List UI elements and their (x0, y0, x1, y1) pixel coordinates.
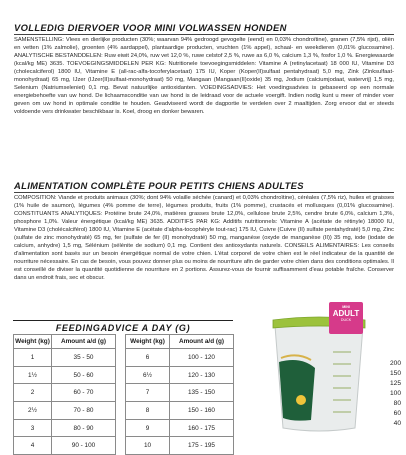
amount-cell: 100 - 120 (170, 349, 234, 367)
scale-mark: 100 (389, 390, 401, 397)
measuring-cup-image (243, 302, 403, 436)
scale-mark: 40 (393, 420, 401, 427)
weight-cell: 1½ (14, 366, 52, 384)
column-gap (116, 366, 126, 384)
feeding-table-title: FEEDINGADVICE A DAY (G) (13, 320, 233, 334)
weight-cell: 3 (14, 419, 52, 437)
column-gap (116, 349, 126, 367)
weight-cell: 8 (126, 402, 170, 420)
tag-line-3: DUCK (340, 318, 352, 322)
dutch-body: SAMENSTELLING: Vlees en dierlijke producten (30%; waarvan 94% gedroogd gevogelte (eend) en 0,03% chondroïtine), granen (7,5% rijst), oliën en vetten (1% zalmolie), groenten (4% aardappel), plantaardige producten, vruchten (1% appel), schaal- en weekdieren (0,01% glucosamine). ANALYTISCHE BESTANDDELEN: Ruw eiwit 24,0%, ruw vet 12,0 %, ruwe celstof 2,5 %, ruwe as 6,0 %, calcium 1,3 %, fosfor 1,0 %. Energiewaarde (kcal/kg ME) 3635. TOEVOEGINGSMIDDELEN PER KG: Nutritionele toevoegingsmiddelen: Vitamine A (retinylacetaat) 18 000 IU, Vitamine D3 (cholecalciferol) 1800 IU, Vitamine E (all-rac-alfa-tocoferylacetaat) 175 IU, Koper (Koper(II)sulfaat pentahydraat) 5,0 mg, Zink (Zinksulfaat-monohydraat) 65 mg, IJzer (IJzer(II)sulfaat-monohydraat) 50 mg, Mangaan (Mangaan(II)oxide) 35 mg, Jodium (calciumjodaat, watervrij) 1,5 mg, Selenium (Natriumseleniet) 0,1 mg. Bevat natuurlijke antioxidanten. VOEDINGSADVIES: Het voedingsadvies is gebaseerd op een normale energiebehoefte van uw hond. De lichaamsconditie van uw hond is de leidraad voor de actuele voergift. Indien nodig kunt u meer of minder voer geven om uw hond in optimale conditie te houden. Geadviseerd wordt de dagportie te verdelen over 2 maaltijden. Zorg ervoor dat er steeds voldoende vers drinkwater beschikbaar is. Koel, droog en donker bewaren. (14, 37, 394, 116)
scale-mark: 200 (389, 360, 401, 367)
weight-cell: 10 (126, 437, 170, 455)
tag-line-2: ADULT (332, 309, 360, 318)
header-weight-right: Weight (kg) (126, 335, 170, 349)
amount-cell: 80 - 90 (52, 419, 116, 437)
amount-cell: 70 - 80 (52, 402, 116, 420)
weight-cell: 6 (126, 349, 170, 367)
header-weight-left: Weight (kg) (14, 335, 52, 349)
cup-scale (369, 360, 403, 436)
french-body: COMPOSITION: Viande et produits animaux (30%; dont 94% volaille séchée (canard) et 0,03% chondroïtine), céréales (7,5% riz), huiles et graisses (1% huile de saumon), légumes (4% pomme de terre), légumes produits, fruits (1% pomme), crustacés et mollusques (0,01% glucosamine). CONSTITUANTS ANALYTIQUES: Protéine brute 24,0%, matières grasses brute 12,0%, cellulose brute 2,5%, cendre brute 6,0%, calcium 1,3%, phosphore 1,0%. Valeur énergétique (kcal/kg ME) 3635. ADDITIFS PAR KG: Additifs nutritionnels: Vitamine A (acétate de rétinyle) 18000 IU, Vitamine D3 (cholécalciférol) 1800 IU, Vitamine E (acétate d'alpha-tocophéryle tout-rac) 175 IU, Cuivre (Cuivre (II) sulfate pentahydraté) 5,0 mg, Zinc (sulfate de zinc monohydraté) 65 mg, fer (sulfate de fer (II) monohydraté) 50 mg, manganèse (oxyde de manganèse (II)) 35 mg, iode (iodate de calcium, anhydre) 1,5 mg, Sélénium (sélénite de sodium) 0,1 mg. Contient des antioxydants naturels. CONSEILS ALIMENTAIRES: Les conseils d'alimentation sont basés sur un besoin énergétique normal de votre chien. L'état corporel de votre chien est le réel indicateur de la quantité de nourriture nécessaire. En cas de besoin, vous pouvez donner plus ou moins de nourriture afin de garder votre chien dans des conditions optimales. Il est conseillé de diviser la quantité quotidienne de nourriture en 2 portions. Assurez-vous de fournir suffisamment d'eau potable fraîche. Conserver dans un endroit frais, sec et obscur. (14, 195, 394, 282)
french-section (14, 180, 394, 283)
dutch-section (14, 22, 394, 116)
tag-line-1: MINI (342, 305, 350, 309)
amount-cell: 135 - 150 (170, 384, 234, 402)
amount-cell: 35 - 50 (52, 349, 116, 367)
amount-cell: 50 - 60 (52, 366, 116, 384)
scale-mark: 125 (389, 380, 401, 387)
weight-cell: 9 (126, 419, 170, 437)
table-row (14, 349, 234, 367)
header-amount-left: Amount a/d (g) (52, 335, 116, 349)
mini-adult-tag (329, 302, 363, 334)
weight-cell: 2 (14, 384, 52, 402)
amount-cell: 160 - 175 (170, 419, 234, 437)
column-gap (116, 402, 126, 420)
dutch-title: VOLLEDIG DIERVOER VOOR MINI VOLWASSEN HONDEN (14, 22, 394, 35)
scale-mark: 150 (389, 370, 401, 377)
amount-cell: 120 - 130 (170, 366, 234, 384)
scale-mark: 80 (393, 400, 401, 407)
amount-cell: 150 - 160 (170, 402, 234, 420)
amount-cell: 60 - 70 (52, 384, 116, 402)
column-gap (116, 384, 126, 402)
feeding-header-row (14, 335, 234, 349)
table-row (14, 366, 234, 384)
scale-mark: 60 (393, 410, 401, 417)
table-row (14, 384, 234, 402)
weight-cell: 4 (14, 437, 52, 455)
table-row (14, 419, 234, 437)
column-gap (116, 335, 126, 349)
table-row (14, 402, 234, 420)
weight-cell: 2½ (14, 402, 52, 420)
weight-cell: 7 (126, 384, 170, 402)
feeding-table (13, 320, 233, 455)
column-gap (116, 419, 126, 437)
french-title: ALIMENTATION COMPLÈTE POUR PETITS CHIENS ADULTES (14, 180, 394, 193)
weight-cell: 1 (14, 349, 52, 367)
feeding-grid (13, 334, 234, 455)
weight-cell: 6½ (126, 366, 170, 384)
amount-cell: 175 - 195 (170, 437, 234, 455)
amount-cell: 90 - 100 (52, 437, 116, 455)
header-amount-right: Amount a/d (g) (170, 335, 234, 349)
